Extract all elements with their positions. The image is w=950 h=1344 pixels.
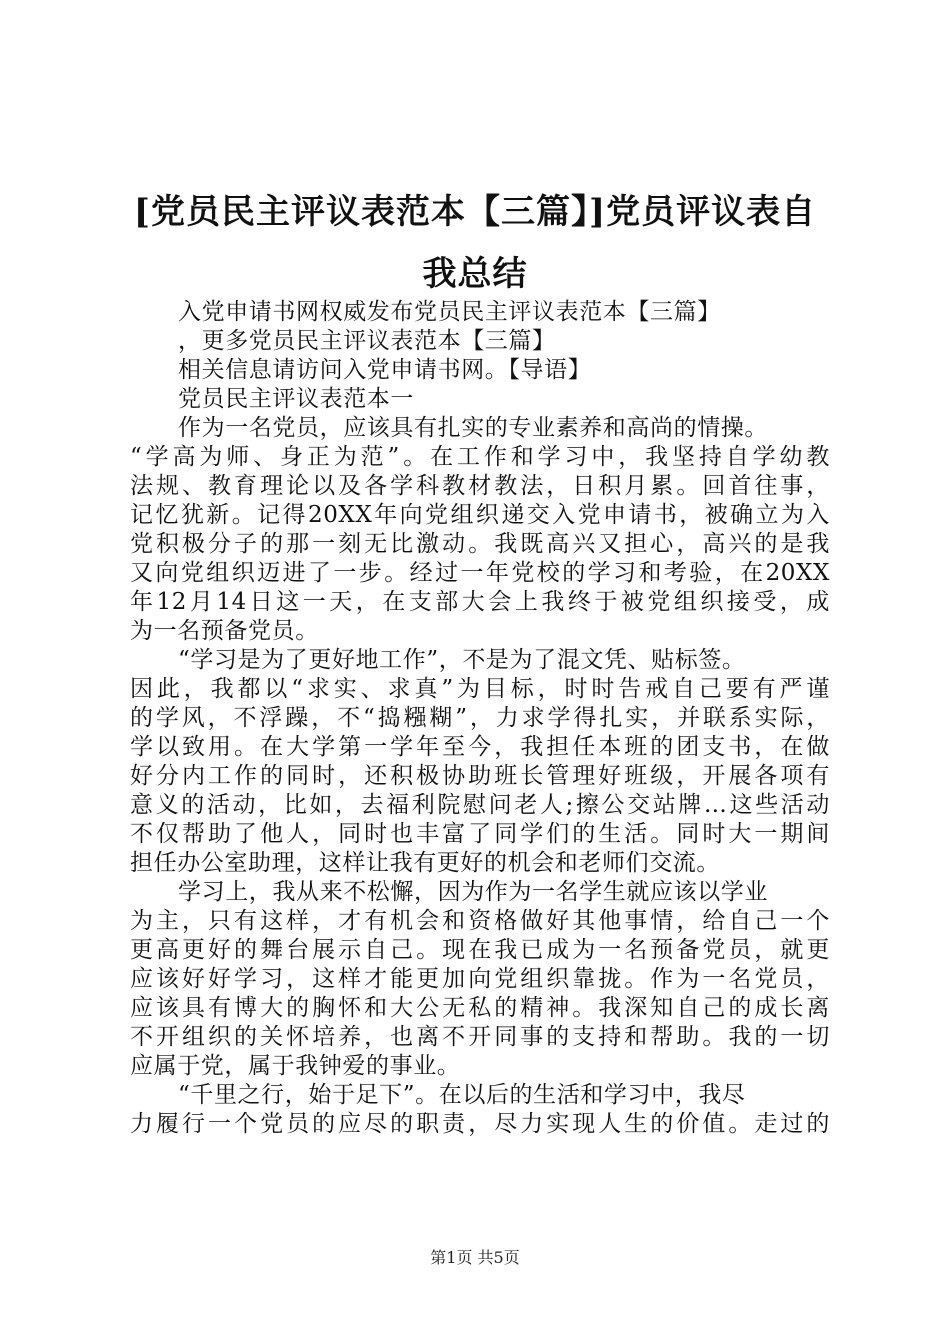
body-line: 为主，只有这样，才有机会和资格做好其他事情，给自己一个 [130, 908, 830, 934]
document-title-line-2: 我总结 [422, 254, 528, 294]
intro-line: ，更多党员民主评议表范本【三篇】 [178, 328, 556, 354]
body-line: 党积极分子的那一刻无比激动。我既高兴又担心，高兴的是我 [130, 531, 830, 557]
intro-line: 入党申请书网权威发布党员民主评议表范本【三篇】 [178, 299, 721, 325]
body-line: 又向党组织迈进了一步。经过一年党校的学习和考验，在20XX [130, 560, 830, 586]
body-line: 力履行一个党员的应尽的职责，尽力实现人生的价值。走过的 [130, 1111, 830, 1137]
page-footer: 第1页 共5页 [430, 1248, 520, 1267]
body-line: 学习上，我从来不松懈，因为作为一名学生就应该以学业 [178, 879, 768, 905]
body-line: 不开组织的关怀培养，也离不开同事的支持和帮助。我的一切 [130, 1024, 830, 1050]
body-line: 更高更好的舞台展示自己。现在我已成为一名预备党员，就更 [130, 937, 830, 963]
document-body [130, 298, 830, 1139]
body-line: 意义的活动，比如，去福利院慰问老人;擦公交站牌…这些活动 [130, 792, 830, 818]
body-line: 应该好好学习，这样才能更加向党组织靠拢。作为一名党员， [130, 966, 830, 992]
body-line: 为一名预备党员。 [130, 618, 319, 644]
section-heading: 党员民主评议表范本一 [178, 386, 414, 412]
body-line: 的学风，不浮躁，不“捣糨糊”，力求学得扎实，并联系实际， [130, 705, 830, 731]
body-line: 学以致用。在大学第一学年至今，我担任本班的团支书，在做 [130, 734, 830, 760]
body-line: “学习是为了更好地工作”，不是为了混文凭、贴标签。 [178, 647, 746, 673]
body-line: 作为一名党员，应该具有扎实的专业素养和高尚的情操。 [178, 415, 768, 441]
body-line: 好分内工作的同时，还积极协助班长管理好班级，开展各项有 [130, 763, 830, 789]
body-line: 担任办公室助理，这样让我有更好的机会和老师们交流。 [130, 850, 720, 876]
body-line: “千里之行，始于足下”。在以后的生活和学习中，我尽 [178, 1082, 746, 1108]
body-line: 不仅帮助了他人，同时也丰富了同学们的生活。同时大一期间 [130, 821, 830, 847]
body-line: 应该具有博大的胸怀和大公无私的精神。我深知自己的成长离 [130, 995, 830, 1021]
intro-line: 相关信息请访问入党申请书网。【导语】 [178, 357, 592, 383]
body-line: 年12月14日这一天，在支部大会上我终于被党组织接受，成 [130, 589, 830, 615]
body-text [130, 414, 830, 1139]
body-line: 因此，我都以“求实、求真”为目标，时时告戒自己要有严谨 [130, 676, 830, 702]
body-line: “学高为师、身正为范”。在工作和学习中，我坚持自学幼教 [130, 444, 830, 470]
body-line: 记忆犹新。记得20XX年向党组织递交入党申请书，被确立为入 [130, 502, 830, 528]
body-line: 应属于党，属于我钟爱的事业。 [130, 1053, 461, 1079]
document-title-line-1: [党员民主评议表范本【三篇】]党员评议表自 [133, 192, 817, 232]
body-line: 法规、教育理论以及各学科教材教法，日积月累。回首往事， [130, 473, 830, 499]
